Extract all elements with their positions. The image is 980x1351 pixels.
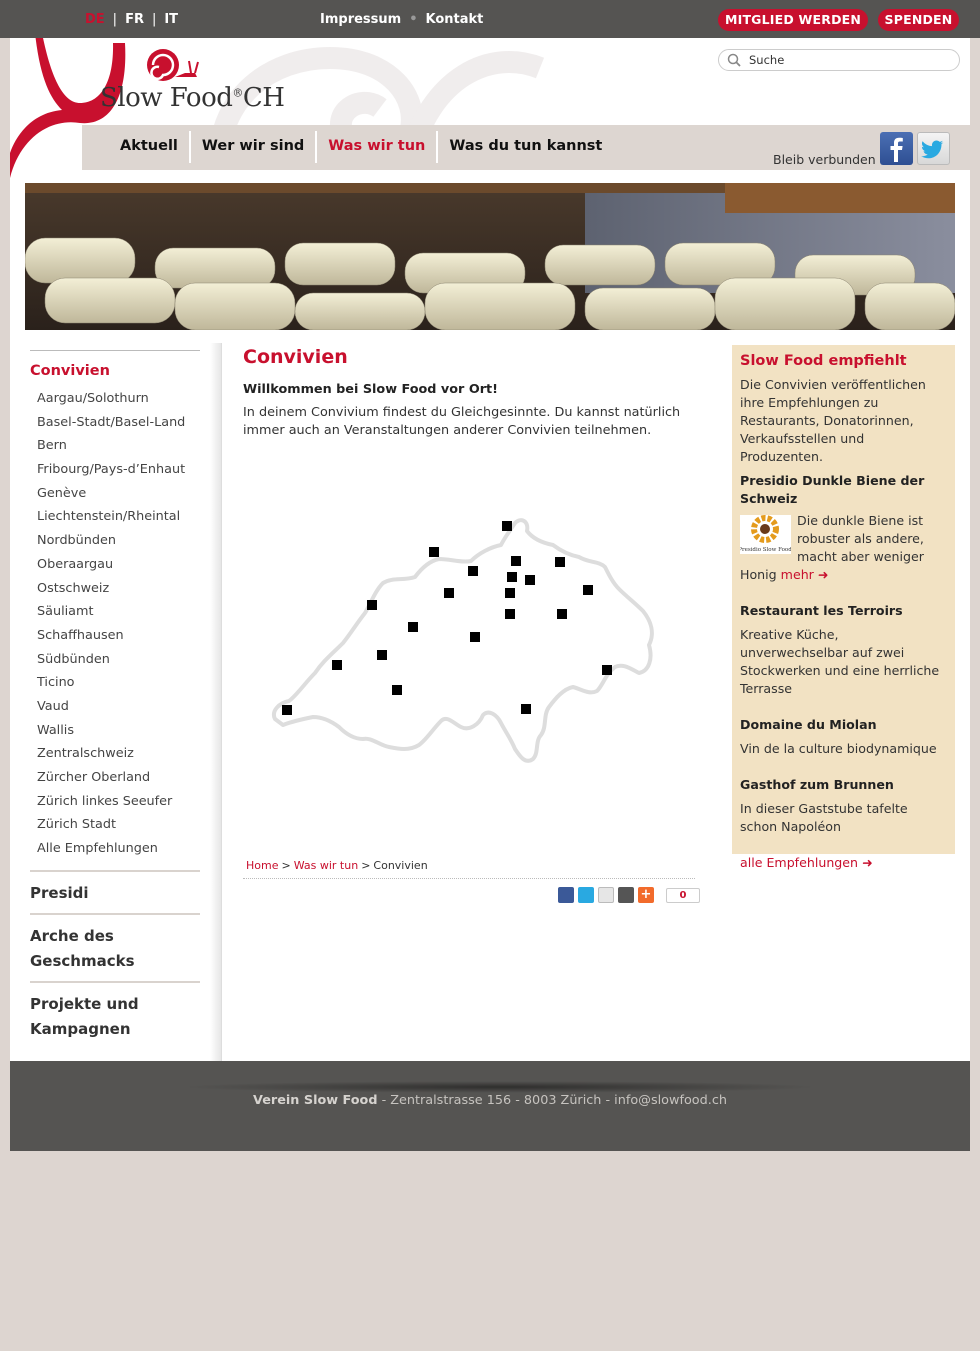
- sidebar-item[interactable]: Oberaargau: [37, 556, 114, 572]
- arrow-right-icon: ➜: [817, 567, 829, 582]
- presidio-title[interactable]: Presidio Dunkle Biene der Schweiz: [740, 473, 925, 506]
- breadcrumb: Home > Was wir tun > Convivien: [243, 859, 695, 879]
- logo-wordmark[interactable]: Slow Food®CH: [100, 83, 285, 113]
- share-facebook-icon[interactable]: [558, 887, 574, 903]
- share-count: 0: [666, 888, 700, 903]
- snail-logo-icon: [145, 45, 201, 85]
- recommendation-title[interactable]: Domaine du Miolan: [740, 717, 877, 732]
- footer-org: Verein Slow Food: [253, 1093, 378, 1108]
- map-marker[interactable]: [444, 588, 454, 598]
- sidebar-item[interactable]: Schaffhausen: [37, 627, 124, 643]
- stay-connected-label: Bleib verbunden: [773, 152, 876, 167]
- search-input[interactable]: [749, 52, 949, 68]
- twitter-button[interactable]: [917, 132, 950, 165]
- map-marker[interactable]: [555, 557, 565, 567]
- sidebar-item[interactable]: Ticino: [37, 675, 75, 691]
- lang-de[interactable]: DE: [85, 12, 105, 27]
- sidebar-item[interactable]: Säuliamt: [37, 604, 94, 620]
- map-marker[interactable]: [392, 685, 402, 695]
- map-marker[interactable]: [377, 650, 387, 660]
- kontakt-link[interactable]: Kontakt: [425, 12, 484, 27]
- sidebar-section-arche[interactable]: Arche des Geschmacks: [30, 913, 200, 981]
- sidebar-item[interactable]: Ostschweiz: [37, 580, 110, 596]
- sidebar-shadow-divider: [210, 343, 222, 1061]
- presidio-slow-food-logo[interactable]: [740, 515, 791, 554]
- main-content: [243, 343, 698, 902]
- map-marker[interactable]: [521, 704, 531, 714]
- search-icon[interactable]: [727, 53, 741, 67]
- share-twitter-icon[interactable]: [578, 887, 594, 903]
- share-more-icon[interactable]: +: [638, 887, 654, 903]
- recommendations-title: Slow Food empfiehlt: [740, 353, 907, 369]
- map-marker[interactable]: [429, 547, 439, 557]
- search-box: [718, 49, 960, 71]
- sidebar-item[interactable]: Genève: [37, 485, 87, 501]
- map-marker[interactable]: [468, 566, 478, 576]
- impressum-link[interactable]: Impressum: [320, 12, 402, 27]
- sidebar-section-presidi[interactable]: Presidi: [30, 870, 200, 913]
- intro-text: In deinem Convivium findest du Gleichgesinnte. Du kannst natürlich immer auch an Veranstaltungen anderer Convivien teilnehmen.: [243, 405, 681, 438]
- sidebar-item[interactable]: Nordbünden: [37, 533, 117, 549]
- breadcrumb-home[interactable]: Home: [246, 859, 279, 872]
- map-marker[interactable]: [583, 585, 593, 595]
- recommendations-box: [732, 345, 955, 870]
- map-marker[interactable]: [511, 556, 521, 566]
- sidebar-item[interactable]: Zürich linkes Seeufer: [37, 793, 173, 809]
- top-links: Impressum • Kontakt: [320, 12, 484, 27]
- presidio-logo-icon: [740, 515, 791, 554]
- recommendation-title[interactable]: Restaurant les Terroirs: [740, 603, 903, 618]
- print-icon[interactable]: [618, 887, 634, 903]
- member-button[interactable]: MITGLIED WERDEN: [718, 9, 868, 31]
- lang-fr[interactable]: FR: [125, 12, 144, 27]
- sidebar-section-projekte[interactable]: Projekte und Kampagnen: [30, 981, 200, 1049]
- main-navigation: [82, 125, 970, 170]
- all-recommendations-link[interactable]: alle Empfehlungen ➜: [740, 855, 873, 870]
- donate-button[interactable]: SPENDEN: [878, 9, 959, 31]
- breadcrumb-current: Convivien: [373, 859, 428, 872]
- recommendation-text: Kreative Küche, unverwechselbar auf zwei Stockwerken und eine herrliche Terrasse: [740, 627, 940, 696]
- sidebar-item[interactable]: Zentralschweiz: [37, 746, 134, 762]
- map-marker[interactable]: [408, 622, 418, 632]
- top-bar: [0, 0, 980, 38]
- share-email-icon[interactable]: [598, 887, 614, 903]
- map-marker[interactable]: [470, 632, 480, 642]
- presidio-more-link[interactable]: mehr ➜: [780, 567, 829, 582]
- recommendation-title[interactable]: Gasthof zum Brunnen: [740, 777, 894, 792]
- sidebar-item[interactable]: Basel-Stadt/Basel-Land: [37, 414, 186, 430]
- breadcrumb-was-wir-tun[interactable]: Was wir tun: [293, 859, 359, 872]
- nav-was-wir-tun[interactable]: Was wir tun: [315, 131, 436, 163]
- hero-cheese-illustration: [25, 183, 955, 330]
- convivien-list: [30, 387, 200, 861]
- sidebar-item[interactable]: Südbünden: [37, 651, 110, 667]
- sidebar-item[interactable]: Vaud: [37, 698, 69, 714]
- welcome-heading: Willkommen bei Slow Food vor Ort!: [243, 382, 498, 397]
- facebook-button[interactable]: [880, 132, 913, 165]
- sidebar-item[interactable]: Wallis: [37, 722, 75, 738]
- map-marker[interactable]: [505, 609, 515, 619]
- map-marker[interactable]: [602, 665, 612, 675]
- map-marker[interactable]: [507, 572, 517, 582]
- nav-aktuell[interactable]: Aktuell: [120, 138, 178, 154]
- page-container: [10, 38, 970, 1061]
- switzerland-convivien-map: [253, 503, 673, 783]
- footer-contact[interactable]: - Zentralstrasse 156 - 8003 Zürich - info@slowfood.ch: [377, 1093, 727, 1108]
- sidebar-item[interactable]: Aargau/Solothurn: [37, 391, 149, 406]
- sidebar-item[interactable]: Liechtenstein/Rheintal: [37, 509, 181, 525]
- facebook-icon: [880, 132, 913, 165]
- sidebar-item[interactable]: Alle Empfehlungen: [37, 841, 158, 857]
- nav-was-du-tun-kannst[interactable]: Was du tun kannst: [436, 131, 613, 163]
- recommendation-text: Vin de la culture biodynamique: [740, 741, 937, 756]
- map-marker[interactable]: [557, 609, 567, 619]
- switzerland-outline: [274, 520, 652, 761]
- map-marker[interactable]: [367, 600, 377, 610]
- language-switcher: DE | FR | IT: [85, 12, 179, 27]
- footer-address: [10, 1093, 970, 1108]
- sidebar-heading-convivien[interactable]: Convivien: [30, 363, 110, 379]
- presidio-text: Die dunkle Biene ist robuster als andere, macht aber weniger Honig mehr ➜: [740, 513, 924, 582]
- recommendations-intro: Die Convivien veröffentlichen ihre Empfehlungen zu Restaurants, Donatorinnen, Verkaufsstellen und Produzenten.: [740, 377, 926, 464]
- twitter-icon: [918, 133, 949, 164]
- map-marker[interactable]: [525, 575, 535, 585]
- footer: [10, 1061, 970, 1151]
- sidebar-item[interactable]: Zürcher Oberland: [37, 770, 151, 785]
- map-marker[interactable]: [505, 588, 515, 598]
- left-sidebar: [30, 350, 200, 1049]
- svg-text:Presidio Slow Food: Presidio Slow Food: [740, 547, 791, 553]
- map-marker[interactable]: [282, 705, 292, 715]
- sidebar-item[interactable]: Fribourg/Pays-d’Enhaut: [37, 462, 186, 478]
- lang-it[interactable]: IT: [164, 12, 179, 27]
- footer-shadow-decoration: [180, 1081, 820, 1093]
- arrow-right-icon: ➜: [862, 855, 873, 870]
- sidebar-item[interactable]: Bern: [37, 438, 67, 454]
- hero-image-cheese-cellar: [25, 183, 955, 330]
- map-marker[interactable]: [332, 660, 342, 670]
- nav-wer-wir-sind[interactable]: Wer wir sind: [189, 131, 315, 163]
- page-title: Convivien: [243, 346, 348, 368]
- map-marker[interactable]: [502, 521, 512, 531]
- recommendation-text: In dieser Gaststube tafelte schon Napoléon: [740, 801, 908, 834]
- sidebar-item[interactable]: Zürich Stadt: [37, 817, 117, 833]
